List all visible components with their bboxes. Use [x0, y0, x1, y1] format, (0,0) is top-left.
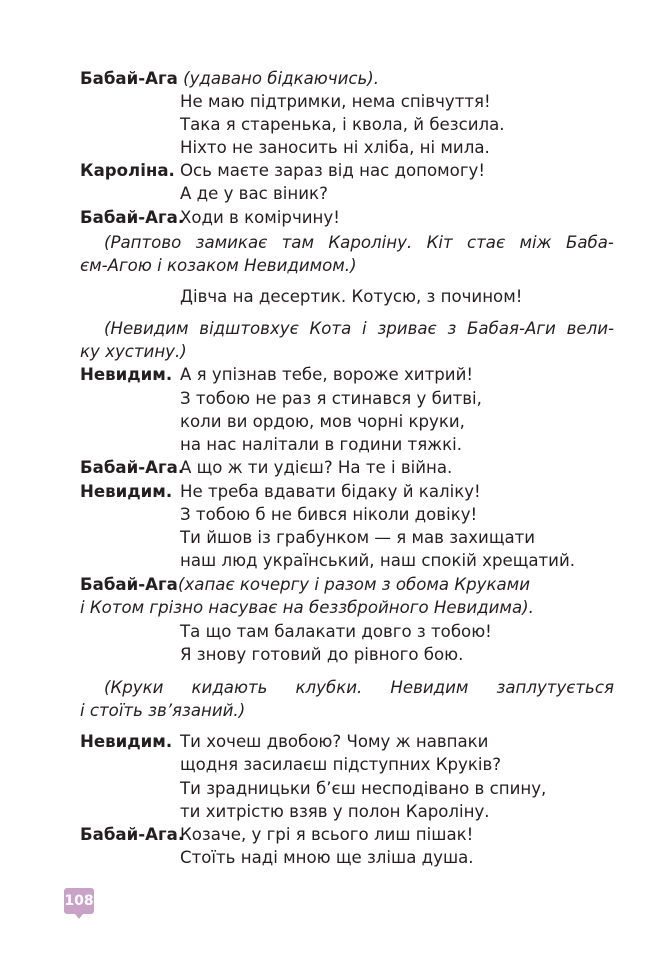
- verse-line: коли ви ордою, мов чорні круки,: [180, 412, 465, 431]
- verse-line: Ніхто не заносить ні хліба, ні мила.: [180, 138, 490, 157]
- verse-line: З тобою б не бився ніколи довіку!: [180, 505, 478, 524]
- speaker: Кароліна.: [80, 161, 175, 180]
- stage-direction-1-cont: єм-Агою і козаком Невидимом.): [80, 256, 357, 275]
- word: (Круки: [104, 678, 164, 697]
- stage-direction: (удавано бідкаючись).: [177, 69, 380, 88]
- speaker: Невидим.: [80, 365, 173, 384]
- word: замикає: [195, 233, 268, 252]
- verse-line: Не треба вдавати бідаку й каліку!: [180, 482, 481, 501]
- verse-line: А де у вас віник?: [180, 184, 328, 203]
- verse-line: Ось маєте зараз від нас допомогу!: [180, 161, 486, 180]
- verse-line: ти хитрістю взяв у полон Кароліну.: [180, 802, 490, 821]
- word: і: [362, 319, 367, 338]
- stage-direction: (хапає кочергу і разом з обома Круками: [178, 575, 530, 594]
- stage-direction-3-cont: і стоїть зв’язаний.): [80, 701, 246, 720]
- word: Бабая-Аги: [467, 319, 556, 338]
- word: з: [447, 319, 457, 338]
- speaker: Бабай-Ага.: [80, 825, 185, 844]
- word: відштовхує: [199, 319, 299, 338]
- speaker: Невидим.: [80, 482, 173, 501]
- speaker: Бабай-Ага: [80, 575, 178, 594]
- word: заплутується: [496, 678, 614, 697]
- word: Кота: [309, 319, 352, 338]
- verse-line: Не маю підтримки, нема співчуття!: [180, 92, 491, 111]
- word: кидають: [191, 678, 268, 697]
- verse-line: Ти зрадницьки б’єш несподівано в спину,: [180, 779, 547, 798]
- verse-line: Козаче, у грі я всього лиш пішак!: [180, 825, 474, 844]
- verse-line: Така я старенька, і квола, й безсила.: [180, 115, 505, 134]
- verse-line: щодня засилаєш підступних Круків?: [180, 755, 502, 774]
- word: зриває: [377, 319, 437, 338]
- speaker: Невидим.: [80, 732, 173, 751]
- speaker: Бабай-Ага.: [80, 458, 185, 477]
- word: Баба-: [565, 233, 614, 252]
- line-1: [80, 68, 379, 90]
- word: між: [519, 233, 552, 252]
- verse-line: наш люд український, наш спокій хрещатий.: [180, 551, 576, 570]
- stage-direction-cont: і Котом грізно насуває на беззбройного Невидима).: [80, 598, 534, 617]
- verse-line: Стоїть наді мною ще зліша душа.: [180, 848, 474, 867]
- stage-direction-1: [104, 232, 614, 254]
- speaker: Бабай-Ага.: [80, 208, 185, 227]
- verse-line: Я знову готовий до рівного бою.: [180, 645, 464, 664]
- word: Невидим: [390, 678, 469, 697]
- stage-direction-3: [104, 677, 614, 699]
- page-number: 108: [64, 888, 94, 914]
- word: стає: [467, 233, 506, 252]
- word: (Раптово: [104, 233, 182, 252]
- word: клубки.: [295, 678, 363, 697]
- word: Кіт: [426, 233, 453, 252]
- verse-line: А я упізнав тебе, вороже хитрий!: [180, 365, 473, 384]
- verse-line: Ти йшов із грабунком — я мав захищати: [180, 528, 536, 547]
- verse-line: З тобою не раз я стинався у битві,: [180, 389, 482, 408]
- verse-line: Дівча на десертик. Котусю, з почином!: [180, 287, 523, 306]
- word: там: [281, 233, 314, 252]
- stage-direction-2-cont: ку хустину.): [80, 342, 187, 361]
- stage-direction-2: [104, 318, 614, 340]
- word: Кароліну.: [328, 233, 413, 252]
- speaker: Бабай-Ага: [80, 69, 178, 88]
- verse-line: Та що там балакати довго з тобою!: [180, 622, 492, 641]
- verse-line: Ти хочеш двобою? Чому ж навпаки: [180, 732, 489, 751]
- verse-line: А що ж ти удієш? На те і війна.: [180, 458, 453, 477]
- verse-line: Ходи в комірчину!: [180, 208, 340, 227]
- verse-line: на нас налітали в години тяжкі.: [180, 435, 463, 454]
- word: вели-: [566, 319, 614, 338]
- word: (Невидим: [104, 319, 189, 338]
